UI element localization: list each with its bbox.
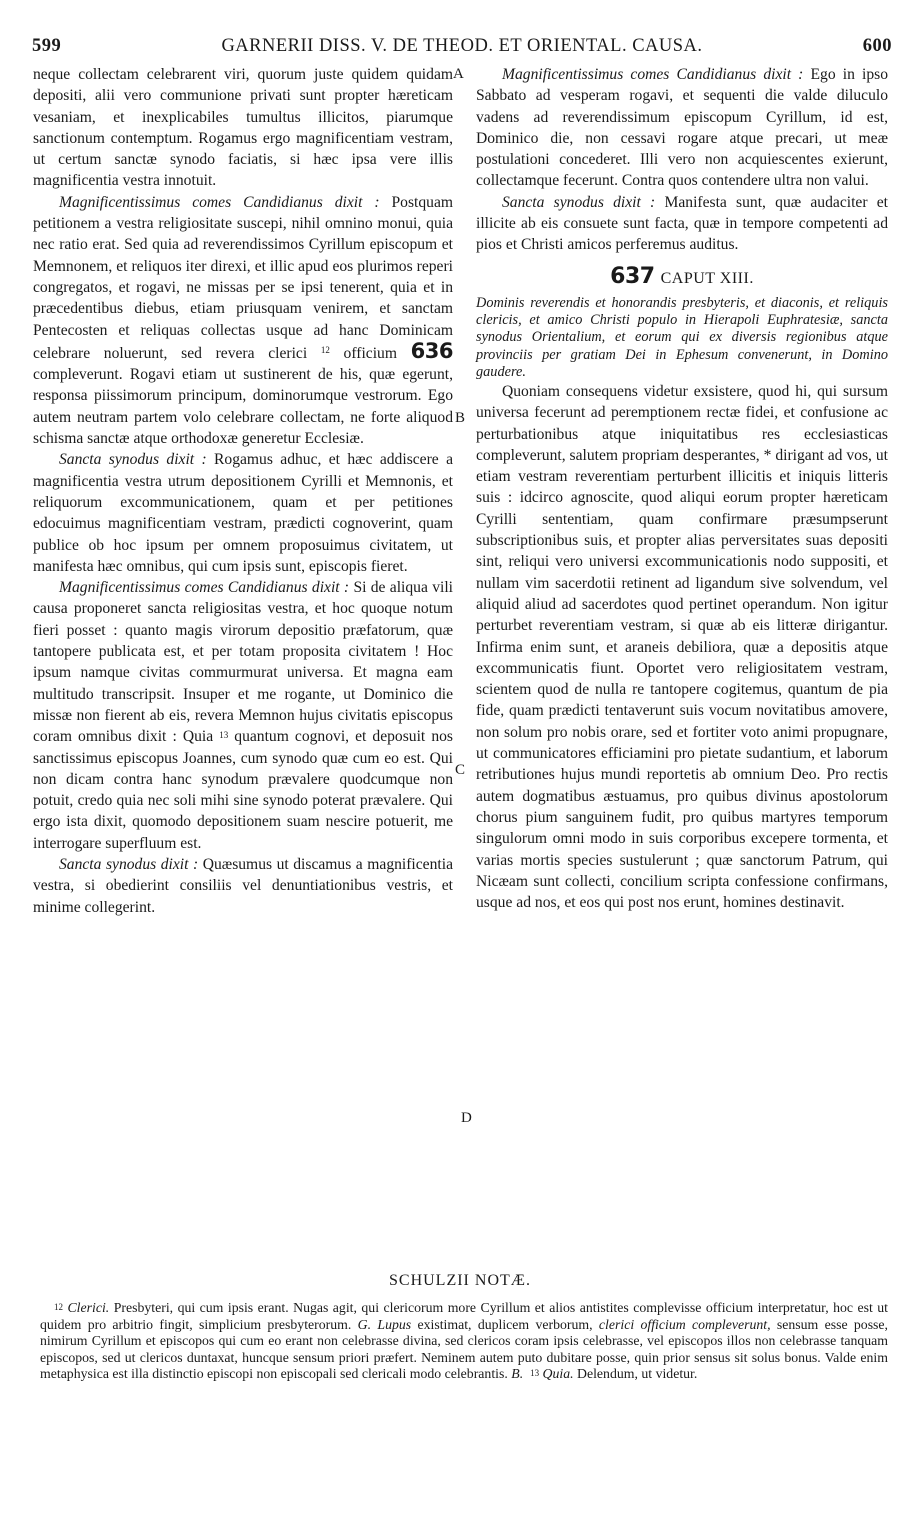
right-column: [476, 64, 888, 913]
paragraph: Magnificentissimus comes Candidianus dixit : Si de aliqua vili causa proponeret sancta religiositas vestra, et hoc quoque notum fieri posset : quanto magis virorum depositio præfatorum, quæ tantopere publicata est, et per totam proposita civitatem ! Hoc ipsum namque civitas commurmurat universa. Et magna eam multitudo transcripsit. Insuper et me rogante, ut Dominico die missæ non fierent ab eis, revera Memnon hujus civitatis episcopus coram omnibus dixit : Quia $^{13}$ quantum cognovi, et deposuit nos sanctissimus episcopus Joannes, cum synodo quæ cum eo est. Qui non dicam contra hanc synodum prævalere quodcumque non potuit, credo quia nec soli mihi sine synodo poterat prævalere. Qui ergo ista dixit, quomodo depositionem suam nescire potuerit, me interrogare superfluum est.: [33, 579, 453, 852]
margin-letter-b: B: [455, 410, 466, 426]
running-title: GARNERII DISS. V. DE THEOD. ET ORIENTAL. CAUSA.: [221, 36, 703, 56]
footnotes: $^{12}$ Clerici. Presbyteri, qui cum ipsis erant. Nugas agit, qui clericorum more Cyrillum et alios antistites complevisse officium interpretatur, hoc est ut quidem pro arbitrio fingit, simplicium presbyterorum. G. Lupus existimat, duplicem verborum, clerici officium compleverunt, sensum esse posse, nimirum Cyrillum et episcopos qui cum eo erant non celebrasse divina, sed clericos coram ipsis celebrasse, vel episcopos illos non celebrasse tanquam episcopos, sed ut clericos duntaxat, huncque sensum priori præfert. Neminem autem puto dubitare posse, quin prior sensus sit solus bonus. Valde enim metaphysica est illa distinctio episcopi non episcopali sed clericali modo celebrantis. B. $^{13}$ Quia. Delendum, ut videtur.: [40, 1300, 889, 1382]
speaker: Magnificentissimus comes Candidianus dixit :: [502, 66, 804, 83]
footnote-mark: 13: [530, 1368, 540, 1379]
notes-title: SCHULZII NOTÆ.: [389, 1272, 531, 1289]
chapter-title: CAPUT XIII.: [660, 269, 754, 287]
footnote-lemma: Quia.: [542, 1366, 574, 1382]
footnote-mark: 12: [54, 1302, 63, 1312]
paragraph: Sancta synodus dixit : Quæsumus ut discamus a magnificentia vestra, si obedierint consiliis vel denuntiationibus vestris, et minime collegerint.: [33, 855, 453, 916]
paragraph: neque collectam celebrarent viri, quorum juste quidem quidam depositi, alii vero communione privati sunt propter hæreticam vesaniam, et inexplicabiles tumultus illicitos, piarumque sanctionum contemptum. Rogamus ergo magnificentiam vestram, ut certum sanctæ synodo faciatis, si hæc ipsa vere illis magnificentia vestra innotuit.: [33, 66, 453, 190]
speaker: Magnificentissimus comes Candidianus dixit :: [59, 579, 350, 597]
author-ref: G. Lupus: [357, 1316, 412, 1332]
margin-letter-d: D: [461, 1110, 472, 1126]
margin-letter-c: C: [455, 762, 466, 778]
running-header: [32, 36, 892, 62]
letter-inscription: Dominis reverendis et honorandis presbyteris, et diaconis, et reliquis clericis, et amico Christi populo in Hierapoli Euphratesiæ, sancta synodus Orientalium, et eorum qui ex diversis regionibus atque provinciis per gratiam Dei in Ephesum convenerunt, in Domino gaudere.: [476, 294, 888, 380]
column-number: 636: [410, 338, 453, 363]
page-number-left: 599: [32, 36, 62, 56]
left-column: [33, 64, 453, 918]
speaker: Sancta synodus dixit :: [502, 193, 656, 211]
footnote-lemma: Clerici.: [67, 1300, 110, 1315]
footnote-ref: 13: [219, 730, 229, 741]
page-number-right: 600: [862, 36, 892, 56]
author-ref: B.: [511, 1366, 524, 1382]
quotation: clerici officium compleverunt,: [598, 1316, 771, 1332]
paragraph: Sancta synodus dixit : Rogamus adhuc, et hæc addiscere a magnificentia vestra utrum depositionem Cyrilli et Memnonis, et reliquorum excommunicationem, quam et per petitiones edocuimus magnificentiam vestram, prædicti cognoverint, quam publice ob hoc ipsum per omnem proposuimus civitatem, ut manifesta hæc omnibus, qui cum ipsis sunt, episcopis fieret.: [33, 451, 453, 575]
chapter-heading: [476, 263, 888, 289]
footnote-ref: 12: [320, 344, 330, 355]
margin-letter-a: A: [453, 66, 464, 82]
speaker: Sancta synodus dixit :: [59, 855, 199, 873]
speaker: Magnificentissimus comes Candidianus dixit :: [59, 193, 380, 211]
paragraph: Magnificentissimus comes Candidianus dixit : Postquam petitionem a vestra religiositate suscepi, nihil omnino monui, quia nec ratio erat. Sed quia ad reverendissimos Cyrillum episcopum et Memnonem, et reliquos iter direxi, et illic apud eos plurimos reperi congregatos, et rogavi, ne missas per se ipsi tenerent, quia et in præcedentibus diebus, etiam priusquam venirem, et sanctam Pentecosten et reliquas collectas usque ad hanc Dominicam celebrare noluerunt, sed revera clerici $^{12}$ officium 636 compleverunt. Rogavi etiam ut sustinerent de his, quæ egerunt, responsa piissimorum principum, dominorumque vestrorum. Ego autem neutram partem volo celebrare collectam, ne forte aliquod schisma sanctæ atque orthodoxæ generetur Ecclesiæ.: [33, 193, 453, 448]
column-number: 637: [610, 263, 655, 289]
paragraph: Sancta synodus dixit : Manifesta sunt, quæ audaciter et illicite ab eis consuete sunt facta, quæ in tempore competenti ad pios et Christi amicos perferemus auditus.: [476, 193, 888, 254]
paragraph: Quoniam consequens videtur exsistere, quod hi, qui sursum universa fecerunt ad peremptionem rectæ fidei, et confusione ac perturbationibus atque iniquitatibus res ecclesiasticas compleverunt, salutem propriam desperantes, * dirigant ad vos, ut etiam vestram reverentiam perturbent illicitis et iniquis litteris suis : idcirco agnoscite, quod aliqui eorum propter hæreticam Cyrilli sententiam, quam confirmare præsumpserunt subscriptionibus suis, et propter alias perversitates suas depositi sint, reliqui vero universi excommunicationis nodo suppositi, et nullam vim sacerdotii retinent ad ligandum sive solvendum, vel aliquid aliud ad sacerdotes quod pertinet operandum. Non igitur perturbet reverentiam vestram, si quæ ab eis litteræ dirigantur. Infirma enim sunt, et araneis debiliora, quæ a depositis atque excommunicatis fiunt. Oportet vero religiositatem vestram, scientem quod de nulla re tantopere cogitemus, quantum de pia fide, quam prædicti tentaverunt suis vocum novitatibus amovere, non solum pro nobis orare, sed et fortiter voto animi propugnare, ut communicatores efficiamini pro pietate sudantium, et laborum retributiones hujus mundi reportetis ab omnium Deo. Pro rectis autem dogmatibus æstuamus, pro quibus divinus apostolorum chorus pium sanguinem fudit, pro quibus martyres temporum singulorum omni modo in suis corporibus excepere tormenta, et varias mortis species sustulerunt ; quæ sanctorum Patrum, qui Nicæam sunt collecti, concilium scripta confessione confirmans, usque ad nos, et eos qui post nos erunt, homines destinavit.: [476, 382, 888, 912]
speaker: Sancta synodus dixit :: [59, 451, 207, 469]
paragraph: Magnificentissimus comes Candidianus dixit : Ego in ipso Sabbato ad vesperam rogavi, et sequenti die valde diluculo vadens ad reverendissimum episcopum Cyrillum, id est, Dominico die, non cessavi rogare atque precari, ut meæ postulationi concederet. Illi vero non acquiescentes exierunt, collectamque fecerunt. Contra quos contendere ultra non valui.: [476, 66, 888, 190]
